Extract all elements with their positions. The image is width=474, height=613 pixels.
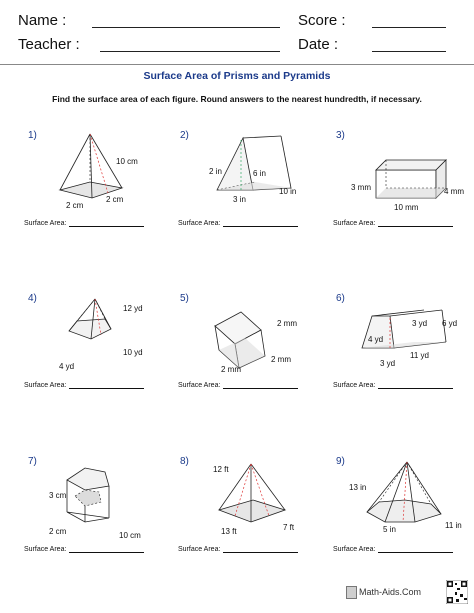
surface-area-label: Surface Area: bbox=[24, 546, 67, 553]
hexagonal-pyramid-figure bbox=[349, 460, 465, 540]
dimension-label: 10 cm bbox=[116, 157, 138, 166]
brand-text: Math-Aids.Com bbox=[359, 586, 422, 597]
score-label: Score : bbox=[298, 12, 346, 29]
problem-number: 7) bbox=[28, 456, 37, 467]
qr-code-icon bbox=[446, 580, 468, 604]
dimension-label: 2 mm bbox=[277, 319, 297, 328]
logo-icon bbox=[346, 586, 357, 599]
problem-number: 3) bbox=[336, 130, 345, 141]
dimension-label: 10 cm bbox=[119, 531, 141, 540]
surface-area-answer[interactable] bbox=[24, 381, 144, 389]
surface-area-answer[interactable] bbox=[24, 545, 144, 553]
dimension-label: 4 mm bbox=[444, 187, 464, 196]
problem-number: 4) bbox=[28, 293, 37, 304]
surface-area-label: Surface Area: bbox=[333, 382, 376, 389]
pentagonal-prism-figure bbox=[45, 462, 155, 542]
dimension-label: 4 yd bbox=[368, 335, 384, 344]
surface-area-label: Surface Area: bbox=[24, 382, 67, 389]
dimension-label: 5 in bbox=[383, 525, 396, 534]
dimension-label: 2 cm bbox=[106, 195, 124, 204]
dimension-label: 3 in bbox=[233, 195, 246, 204]
dimension-label: 10 mm bbox=[394, 203, 419, 212]
trapezoidal-prism-figure bbox=[350, 300, 460, 375]
dimension-label: 2 in bbox=[209, 167, 222, 176]
dimension-label: 6 in bbox=[253, 169, 266, 178]
dimension-label: 2 cm bbox=[66, 201, 84, 210]
rectangular-pyramid-figure bbox=[205, 460, 315, 540]
problem-number: 9) bbox=[336, 456, 345, 467]
dimension-label: 11 yd bbox=[410, 351, 429, 360]
square-pyramid-figure bbox=[50, 130, 140, 210]
problem-number: 8) bbox=[180, 456, 189, 467]
dimension-label: 2 mm bbox=[271, 355, 291, 364]
surface-area-answer[interactable] bbox=[333, 219, 453, 227]
surface-area-answer[interactable] bbox=[178, 381, 298, 389]
teacher-label: Teacher : bbox=[18, 36, 80, 53]
math-aids-logo[interactable] bbox=[346, 586, 421, 599]
date-label: Date : bbox=[298, 36, 339, 53]
surface-area-label: Surface Area: bbox=[333, 546, 376, 553]
dimension-label: 10 yd bbox=[123, 348, 143, 357]
problem-number: 2) bbox=[180, 130, 189, 141]
dimension-label: 12 ft bbox=[213, 465, 229, 474]
score-field[interactable] bbox=[372, 27, 446, 28]
dimension-label: 13 ft bbox=[221, 527, 237, 536]
dimension-label: 3 yd bbox=[380, 359, 396, 368]
date-field[interactable] bbox=[372, 51, 446, 52]
pentagonal-pyramid-figure bbox=[55, 295, 155, 375]
surface-area-label: Surface Area: bbox=[178, 382, 221, 389]
dimension-label: 3 mm bbox=[351, 183, 371, 192]
surface-area-answer[interactable] bbox=[24, 219, 144, 227]
rectangular-prism-figure bbox=[350, 150, 464, 215]
surface-area-label: Surface Area: bbox=[178, 220, 221, 227]
problem-number: 1) bbox=[28, 130, 37, 141]
surface-area-answer[interactable] bbox=[333, 381, 453, 389]
dimension-label: 2 mm bbox=[221, 365, 241, 374]
dimension-label: 10 in bbox=[279, 187, 297, 196]
surface-area-label: Surface Area: bbox=[24, 220, 67, 227]
dimension-label: 12 yd bbox=[123, 304, 143, 313]
teacher-field[interactable] bbox=[100, 51, 280, 52]
instructions: Find the surface area of each figure. Round answers to the nearest hundredth, if necessary. bbox=[52, 94, 422, 104]
cube-figure bbox=[205, 300, 315, 375]
problem-number: 6) bbox=[336, 293, 345, 304]
header-divider bbox=[0, 64, 474, 65]
dimension-label: 11 in bbox=[445, 521, 462, 530]
name-field[interactable] bbox=[92, 27, 280, 28]
worksheet-title: Surface Area of Prisms and Pyramids bbox=[143, 70, 331, 82]
problem-number: 5) bbox=[180, 293, 189, 304]
surface-area-label: Surface Area: bbox=[333, 220, 376, 227]
surface-area-answer[interactable] bbox=[333, 545, 453, 553]
surface-area-answer[interactable] bbox=[178, 545, 298, 553]
dimension-label: 4 yd bbox=[59, 362, 75, 371]
dimension-label: 13 in bbox=[349, 483, 367, 492]
dimension-label: 6 yd bbox=[442, 319, 458, 328]
name-label: Name : bbox=[18, 12, 67, 29]
surface-area-label: Surface Area: bbox=[178, 546, 221, 553]
dimension-label: 2 cm bbox=[49, 527, 67, 536]
triangular-prism-figure bbox=[205, 130, 315, 210]
surface-area-answer[interactable] bbox=[178, 219, 298, 227]
dimension-label: 3 yd bbox=[412, 319, 428, 328]
dimension-label: 7 ft bbox=[283, 523, 295, 532]
dimension-label: 3 cm bbox=[49, 491, 67, 500]
